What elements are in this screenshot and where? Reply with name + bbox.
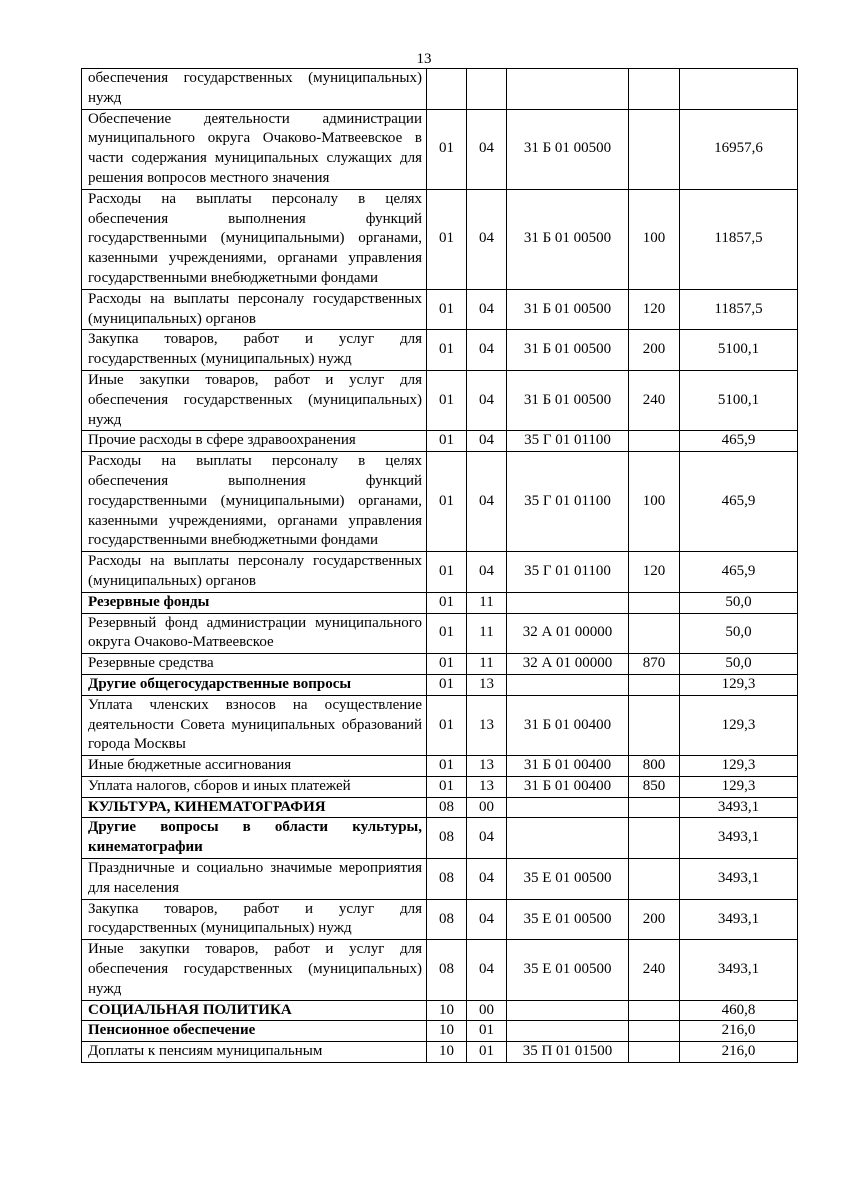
expense-type-cell <box>629 592 680 613</box>
section-code-cell: 01 <box>427 370 467 430</box>
expense-name-cell: Прочие расходы в сфере здравоохранения <box>82 431 427 452</box>
expense-name-cell: Другие вопросы в области культуры, кинематографии <box>82 818 427 859</box>
target-article-cell: 31 Б 01 00500 <box>507 370 629 430</box>
target-article-cell <box>507 69 629 110</box>
table-row <box>82 370 798 430</box>
amount-cell: 11857,5 <box>680 289 798 330</box>
subsection-code-cell: 00 <box>467 1000 507 1021</box>
table-row <box>82 859 798 900</box>
expense-type-cell: 100 <box>629 452 680 552</box>
section-code-cell: 01 <box>427 330 467 371</box>
amount-cell: 3493,1 <box>680 859 798 900</box>
subsection-code-cell: 04 <box>467 431 507 452</box>
target-article-cell: 35 Г 01 01100 <box>507 452 629 552</box>
section-code-cell: 01 <box>427 613 467 654</box>
table-row <box>82 899 798 940</box>
amount-cell: 3493,1 <box>680 899 798 940</box>
expense-type-cell <box>629 69 680 110</box>
subsection-code-cell: 01 <box>467 1042 507 1063</box>
subsection-code-cell: 11 <box>467 613 507 654</box>
expense-name-cell: Иные закупки товаров, работ и услуг для обеспечения государственных (муниципальных) нужд <box>82 940 427 1000</box>
subsection-code-cell: 04 <box>467 289 507 330</box>
section-code-cell: 08 <box>427 899 467 940</box>
subsection-code-cell: 04 <box>467 818 507 859</box>
budget-expenditure-table <box>81 68 798 1063</box>
subsection-code-cell: 13 <box>467 695 507 755</box>
amount-cell: 3493,1 <box>680 818 798 859</box>
expense-name-cell: Резервный фонд администрации муниципального округа Очаково-Матвеевское <box>82 613 427 654</box>
table-row <box>82 940 798 1000</box>
section-code-cell: 10 <box>427 1042 467 1063</box>
amount-cell: 5100,1 <box>680 330 798 371</box>
table-row <box>82 756 798 777</box>
target-article-cell: 35 Г 01 01100 <box>507 552 629 593</box>
amount-cell: 3493,1 <box>680 797 798 818</box>
section-code-cell: 08 <box>427 859 467 900</box>
target-article-cell: 31 Б 01 00500 <box>507 289 629 330</box>
expense-type-cell <box>629 109 680 189</box>
amount-cell: 129,3 <box>680 776 798 797</box>
section-code-cell: 08 <box>427 940 467 1000</box>
target-article-cell: 32 А 01 00000 <box>507 613 629 654</box>
subsection-code-cell: 04 <box>467 940 507 1000</box>
section-code-cell: 01 <box>427 552 467 593</box>
expense-name-cell: КУЛЬТУРА, КИНЕМАТОГРАФИЯ <box>82 797 427 818</box>
expense-name-cell: Закупка товаров, работ и услуг для государственных (муниципальных) нужд <box>82 330 427 371</box>
expense-name-cell: Пенсионное обеспечение <box>82 1021 427 1042</box>
expense-name-cell: Закупка товаров, работ и услуг для государственных (муниципальных) нужд <box>82 899 427 940</box>
section-code-cell <box>427 69 467 110</box>
subsection-code-cell: 04 <box>467 189 507 289</box>
expense-type-cell <box>629 431 680 452</box>
table-row <box>82 109 798 189</box>
expense-type-cell: 240 <box>629 940 680 1000</box>
amount-cell: 460,8 <box>680 1000 798 1021</box>
expense-type-cell: 100 <box>629 189 680 289</box>
expense-type-cell <box>629 1000 680 1021</box>
target-article-cell: 35 Е 01 00500 <box>507 899 629 940</box>
section-code-cell: 01 <box>427 695 467 755</box>
expense-type-cell: 200 <box>629 899 680 940</box>
expense-name-cell: Резервные средства <box>82 654 427 675</box>
section-code-cell: 10 <box>427 1000 467 1021</box>
subsection-code-cell: 01 <box>467 1021 507 1042</box>
subsection-code-cell: 04 <box>467 899 507 940</box>
target-article-cell: 31 Б 01 00500 <box>507 109 629 189</box>
expense-name-cell: Резервные фонды <box>82 592 427 613</box>
expense-name-cell: Другие общегосударственные вопросы <box>82 674 427 695</box>
expense-name-cell: Иные бюджетные ассигнования <box>82 756 427 777</box>
amount-cell: 50,0 <box>680 654 798 675</box>
table-row <box>82 189 798 289</box>
target-article-cell <box>507 1021 629 1042</box>
target-article-cell: 35 Е 01 00500 <box>507 940 629 1000</box>
target-article-cell: 31 Б 01 00500 <box>507 330 629 371</box>
subsection-code-cell: 04 <box>467 859 507 900</box>
section-code-cell: 01 <box>427 756 467 777</box>
subsection-code-cell: 13 <box>467 776 507 797</box>
expense-type-cell <box>629 818 680 859</box>
section-code-cell: 01 <box>427 776 467 797</box>
target-article-cell <box>507 797 629 818</box>
amount-cell: 129,3 <box>680 695 798 755</box>
target-article-cell: 31 Б 01 00500 <box>507 189 629 289</box>
table-row <box>82 1042 798 1063</box>
expense-type-cell: 800 <box>629 756 680 777</box>
amount-cell: 465,9 <box>680 552 798 593</box>
amount-cell <box>680 69 798 110</box>
section-code-cell: 01 <box>427 452 467 552</box>
subsection-code-cell: 00 <box>467 797 507 818</box>
table-row <box>82 1021 798 1042</box>
table-row <box>82 552 798 593</box>
target-article-cell: 31 Б 01 00400 <box>507 695 629 755</box>
table-row <box>82 776 798 797</box>
amount-cell: 465,9 <box>680 431 798 452</box>
table-row <box>82 289 798 330</box>
subsection-code-cell: 13 <box>467 674 507 695</box>
expense-name-cell: Праздничные и социально значимые мероприятия для населения <box>82 859 427 900</box>
section-code-cell: 01 <box>427 289 467 330</box>
amount-cell: 129,3 <box>680 756 798 777</box>
amount-cell: 216,0 <box>680 1042 798 1063</box>
expense-type-cell: 200 <box>629 330 680 371</box>
expense-type-cell <box>629 797 680 818</box>
table-row <box>82 592 798 613</box>
amount-cell: 50,0 <box>680 613 798 654</box>
table-row <box>82 330 798 371</box>
subsection-code-cell <box>467 69 507 110</box>
expense-name-cell: Расходы на выплаты персоналу государственных (муниципальных) органов <box>82 552 427 593</box>
subsection-code-cell: 04 <box>467 109 507 189</box>
expense-name-cell: Обеспечение деятельности администрации муниципального округа Очаково-Матвеевское в части содержания муниципальных служащих для решения вопросов местного значения <box>82 109 427 189</box>
amount-cell: 50,0 <box>680 592 798 613</box>
page-number: 13 <box>416 51 432 67</box>
table-row <box>82 797 798 818</box>
expense-name-cell: СОЦИАЛЬНАЯ ПОЛИТИКА <box>82 1000 427 1021</box>
target-article-cell: 35 Г 01 01100 <box>507 431 629 452</box>
table-row <box>82 613 798 654</box>
table-row <box>82 818 798 859</box>
target-article-cell: 35 Е 01 00500 <box>507 859 629 900</box>
target-article-cell: 32 А 01 00000 <box>507 654 629 675</box>
subsection-code-cell: 04 <box>467 452 507 552</box>
amount-cell: 216,0 <box>680 1021 798 1042</box>
expense-type-cell <box>629 674 680 695</box>
table-row <box>82 1000 798 1021</box>
target-article-cell <box>507 674 629 695</box>
section-code-cell: 10 <box>427 1021 467 1042</box>
expense-name-cell: Уплата налогов, сборов и иных платежей <box>82 776 427 797</box>
section-code-cell: 08 <box>427 818 467 859</box>
amount-cell: 11857,5 <box>680 189 798 289</box>
table-row <box>82 452 798 552</box>
table-row <box>82 674 798 695</box>
expense-name-cell: обеспечения государственных (муниципальных) нужд <box>82 69 427 110</box>
target-article-cell: 35 П 01 01500 <box>507 1042 629 1063</box>
target-article-cell: 31 Б 01 00400 <box>507 776 629 797</box>
expense-type-cell: 120 <box>629 552 680 593</box>
subsection-code-cell: 11 <box>467 654 507 675</box>
subsection-code-cell: 11 <box>467 592 507 613</box>
expense-name-cell: Расходы на выплаты персоналу в целях обеспечения выполнения функций государственными (муниципальными) органами, казенными учреждениями, органами управления государственными внебюджетными фондами <box>82 189 427 289</box>
expense-name-cell: Уплата членских взносов на осуществление деятельности Совета муниципальных образований города Москвы <box>82 695 427 755</box>
amount-cell: 465,9 <box>680 452 798 552</box>
table-row <box>82 431 798 452</box>
expense-type-cell <box>629 1021 680 1042</box>
expense-name-cell: Расходы на выплаты персоналу в целях обеспечения выполнения функций государственными (муниципальными) органами, казенными учреждениями, органами управления государственными внебюджетными фондами <box>82 452 427 552</box>
section-code-cell: 01 <box>427 592 467 613</box>
subsection-code-cell: 13 <box>467 756 507 777</box>
amount-cell: 129,3 <box>680 674 798 695</box>
section-code-cell: 08 <box>427 797 467 818</box>
section-code-cell: 01 <box>427 431 467 452</box>
expense-type-cell: 240 <box>629 370 680 430</box>
section-code-cell: 01 <box>427 654 467 675</box>
table-row <box>82 69 798 110</box>
table-row <box>82 695 798 755</box>
amount-cell: 5100,1 <box>680 370 798 430</box>
expense-type-cell <box>629 613 680 654</box>
section-code-cell: 01 <box>427 674 467 695</box>
expense-name-cell: Иные закупки товаров, работ и услуг для обеспечения государственных (муниципальных) нужд <box>82 370 427 430</box>
subsection-code-cell: 04 <box>467 370 507 430</box>
subsection-code-cell: 04 <box>467 552 507 593</box>
table-row <box>82 654 798 675</box>
expense-name-cell: Доплаты к пенсиям муниципальным <box>82 1042 427 1063</box>
expense-type-cell <box>629 695 680 755</box>
expense-type-cell <box>629 1042 680 1063</box>
expense-type-cell <box>629 859 680 900</box>
target-article-cell <box>507 1000 629 1021</box>
amount-cell: 3493,1 <box>680 940 798 1000</box>
section-code-cell: 01 <box>427 109 467 189</box>
expense-type-cell: 120 <box>629 289 680 330</box>
amount-cell: 16957,6 <box>680 109 798 189</box>
subsection-code-cell: 04 <box>467 330 507 371</box>
target-article-cell: 31 Б 01 00400 <box>507 756 629 777</box>
target-article-cell <box>507 592 629 613</box>
section-code-cell: 01 <box>427 189 467 289</box>
expense-name-cell: Расходы на выплаты персоналу государственных (муниципальных) органов <box>82 289 427 330</box>
expense-type-cell: 870 <box>629 654 680 675</box>
expense-type-cell: 850 <box>629 776 680 797</box>
target-article-cell <box>507 818 629 859</box>
